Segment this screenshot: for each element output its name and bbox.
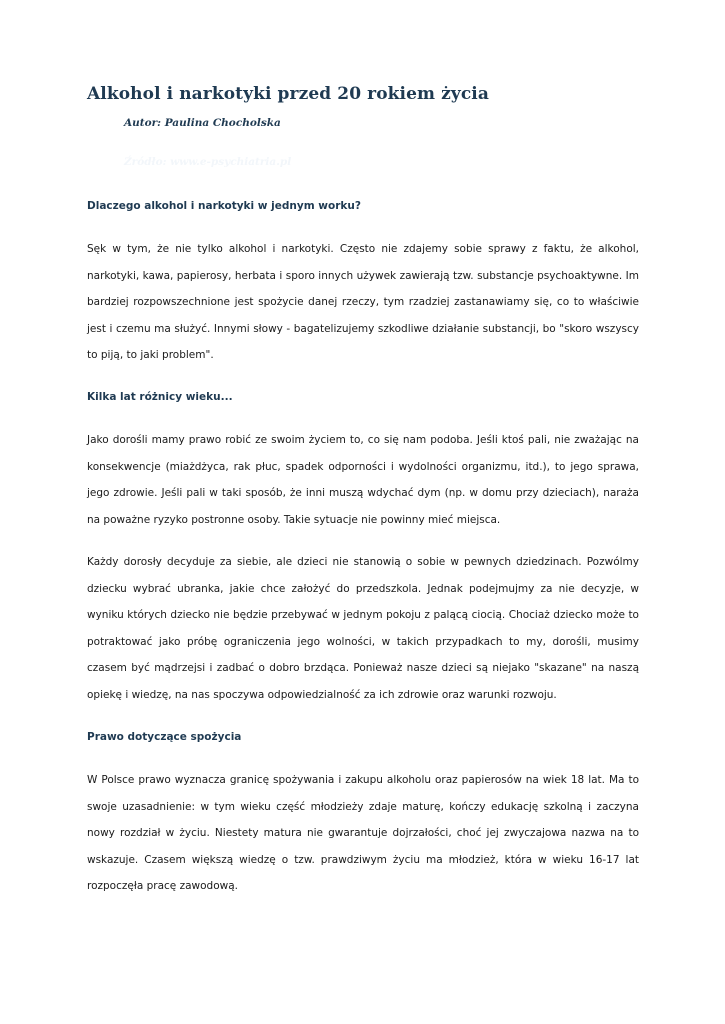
section-2-paragraph-1: Jako dorośli mamy prawo robić ze swoim życiem to, co się nam podoba. Jeśli ktoś pali, nie zważając na konsekwencje (miażdżyca, rak płuc, spadek odporności i wydolności organizmu, itd.), to jego sprawa, jego zdrowie. Jeśli pali w taki sposób, że inni muszą wdychać dym (np. w domu przy dzieciach), naraża na poważne ryzyko postronne osoby. Takie sytuacje nie powinny mieć miejsca. [87,434,639,526]
section-heading-3: Prawo dotyczące spożycia [87,731,242,743]
section-heading-1: Dlaczego alkohol i narkotyki w jednym worku? [87,200,361,212]
source-line: Źródło: www.e-psychiatria.pl [124,156,292,168]
author-line: Autor: Paulina Chocholska [124,117,281,129]
section-heading-2: Kilka lat różnicy wieku... [87,391,233,403]
section-2-paragraph-2: Każdy dorosły decyduje za siebie, ale dzieci nie stanowią o sobie w pewnych dziedzinach. Pozwólmy dziecku wybrać ubranka, jakie chce założyć do przedszkola. Jednak podejmujmy za nie decyzje, w wyniku których dziecko nie będzie przebywać w jednym pokoju z palącą ciocią. Chociaż dziecko może to potraktować jako próbę ograniczenia jego wolności, w takich przypadkach to my, dorośli, musimy czasem być mądrzejsi i zadbać o dobro brzdąca. Ponieważ nasze dzieci są niejako "skazane" na naszą opiekę i wiedzę, na nas spoczywa odpowiedzialność za ich zdrowie oraz warunki rozwoju. [87,556,639,701]
document-title: Alkohol i narkotyki przed 20 rokiem życia [87,84,489,104]
section-1-paragraph-1: Sęk w tym, że nie tylko alkohol i narkotyki. Często nie zdajemy sobie sprawy z faktu, że alkohol, narkotyki, kawa, papierosy, herbata i sporo innych używek zawierają tzw. substancje psychoaktywne. Im bardziej rozpowszechnione jest spożycie danej rzeczy, tym rzadziej zastanawiamy się, co to właściwie jest i czemu ma służyć. Innymi słowy - bagatelizujemy szkodliwe działanie substancji, bo "skoro wszyscy to piją, to jaki problem". [87,243,639,361]
section-3-paragraph-1: W Polsce prawo wyznacza granicę spożywania i zakupu alkoholu oraz papierosów na wiek 18 lat. Ma to swoje uzasadnienie: w tym wieku część młodzieży zdaje maturę, kończy edukację szkolną i zaczyna nowy rozdział w życiu. Niestety matura nie gwarantuje dojrzałości, choć jej zwyczajowa nazwa na to wskazuje. Czasem większą wiedzę o tzw. prawdziwym życiu ma młodzież, która w wieku 16-17 lat rozpoczęła pracę zawodową. [87,774,639,892]
